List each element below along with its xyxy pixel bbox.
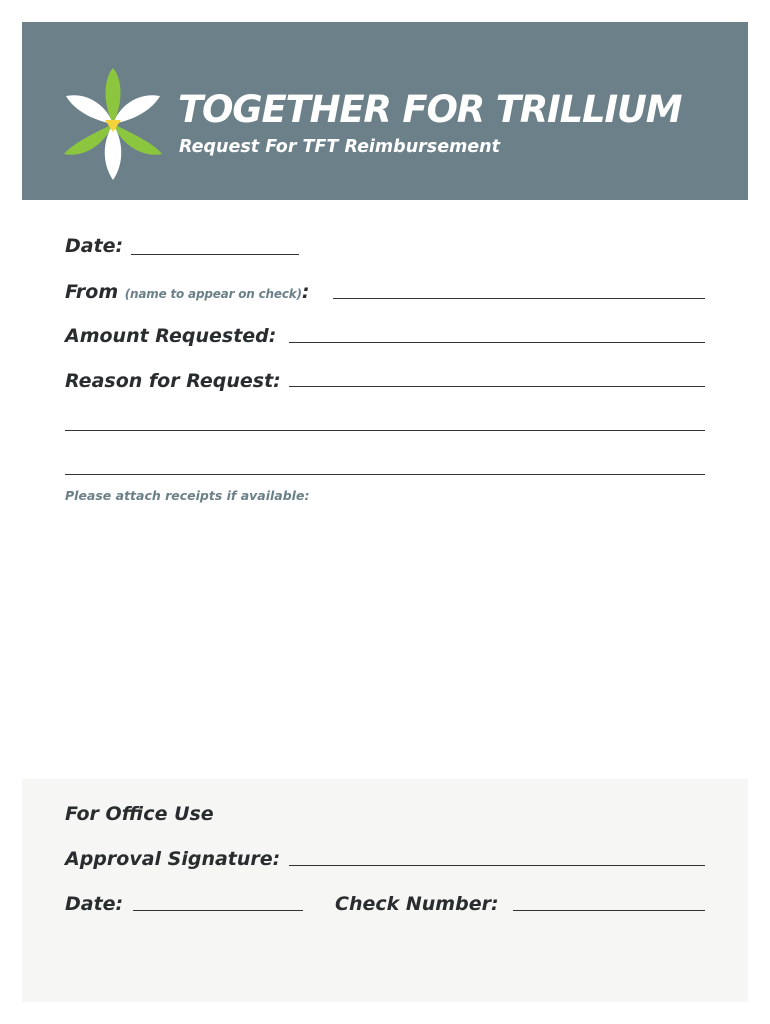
from-colon: : xyxy=(301,281,310,303)
from-label xyxy=(65,281,309,303)
approval-signature-label: Approval Signature: xyxy=(65,848,281,870)
from-label-text: From xyxy=(65,281,119,303)
office-date-label: Date: xyxy=(65,893,124,915)
reason-label: Reason for Request: xyxy=(65,370,281,392)
office-date-field[interactable] xyxy=(133,910,303,911)
reason-field[interactable] xyxy=(289,386,705,387)
form-title: Request For TFT Reimbursement xyxy=(179,137,500,157)
header-banner xyxy=(22,22,748,200)
date-label: Date: xyxy=(65,235,124,257)
receipts-note: Please attach receipts if available: xyxy=(65,488,310,503)
from-hint: (name to appear on check) xyxy=(124,287,302,301)
approval-signature-field[interactable] xyxy=(289,865,705,866)
reason-field-line-2[interactable] xyxy=(65,430,705,431)
reason-field-line-3[interactable] xyxy=(65,474,705,475)
check-number-field[interactable] xyxy=(513,910,705,911)
amount-label: Amount Requested: xyxy=(65,325,277,347)
org-name: TOGETHER FOR TRILLIUM xyxy=(178,88,682,131)
amount-field[interactable] xyxy=(289,342,705,343)
trillium-flower-icon xyxy=(62,62,164,182)
from-field[interactable] xyxy=(333,298,705,299)
office-use-title: For Office Use xyxy=(65,803,214,825)
office-use-section xyxy=(22,779,748,1002)
date-field[interactable] xyxy=(131,254,299,255)
check-number-label: Check Number: xyxy=(335,893,499,915)
